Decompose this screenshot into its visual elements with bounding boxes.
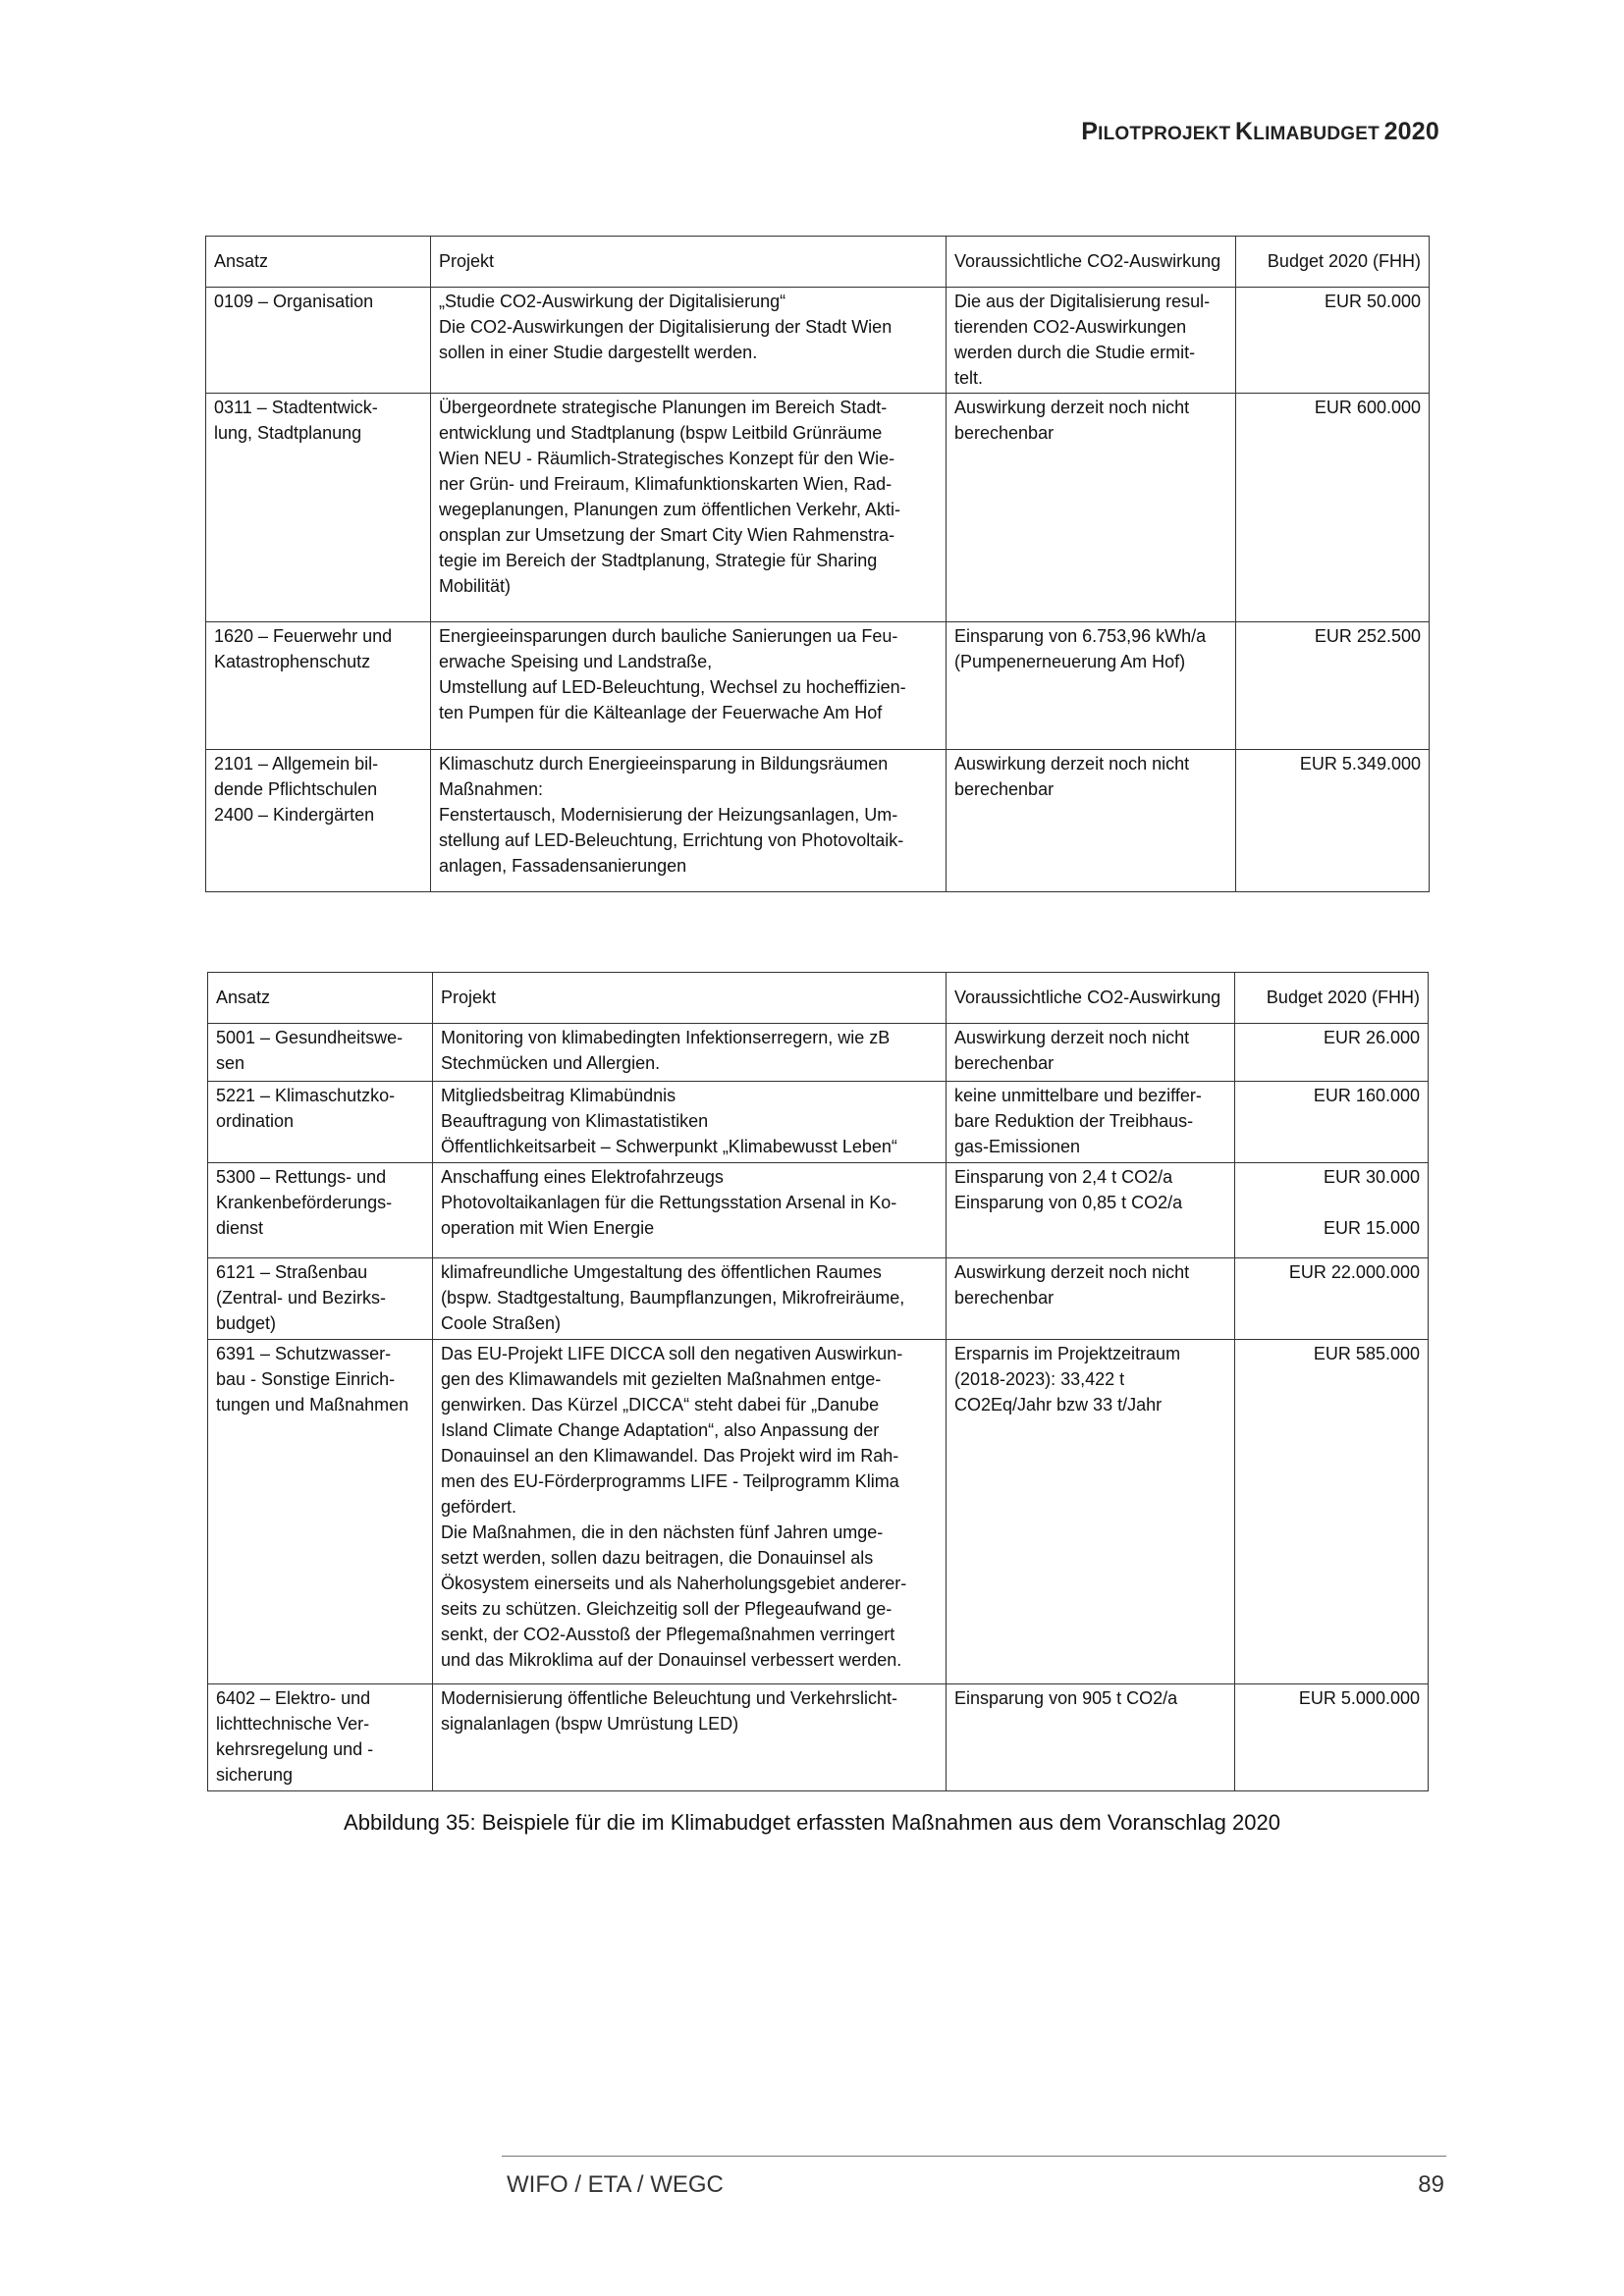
cell-line: 0311 – Stadtentwick-	[214, 398, 378, 417]
co2-impact-cell	[947, 750, 1236, 892]
cell-line: Öffentlichkeitsarbeit – Schwerpunkt „Klimabewusst Leben“	[441, 1137, 897, 1156]
header-ansatz: Ansatz	[206, 237, 431, 288]
cell-line: 6391 – Schutzwasser-	[216, 1344, 392, 1363]
co2-impact-cell	[947, 394, 1236, 622]
projekt-cell	[433, 1082, 947, 1163]
ansatz-cell	[208, 1340, 433, 1684]
header-co2-impact: Voraussichtliche CO2-Auswirkung	[947, 237, 1236, 288]
co2-impact-cell	[947, 1258, 1235, 1340]
measures-table-1	[205, 236, 1430, 892]
budget-cell	[1236, 394, 1430, 622]
ansatz-cell	[208, 1163, 433, 1258]
cell-line: berechenbar	[954, 1288, 1055, 1308]
budget-cell	[1235, 1163, 1429, 1258]
table-header-row	[208, 973, 1429, 1024]
cell-line: Die Maßnahmen, die in den nächsten fünf Jahren umge-	[441, 1522, 884, 1542]
cell-line: EUR 26.000	[1323, 1028, 1420, 1047]
cell-line: EUR 30.000	[1323, 1167, 1420, 1187]
budget-cell	[1236, 622, 1430, 750]
cell-line: (2018-2023): 33,422 t	[954, 1369, 1125, 1389]
cell-line: EUR 22.000.000	[1288, 1262, 1420, 1282]
projekt-cell	[433, 1258, 947, 1340]
cell-line: 0109 – Organisation	[214, 292, 374, 311]
cell-line: 6121 – Straßenbau	[216, 1262, 368, 1282]
header-ansatz: Ansatz	[208, 973, 433, 1024]
ansatz-cell	[206, 394, 431, 622]
budget-cell	[1236, 288, 1430, 394]
cell-line: Die CO2-Auswirkungen der Digitalisierung der Stadt Wien	[439, 317, 893, 337]
cell-line: dienst	[216, 1218, 264, 1238]
ansatz-cell	[206, 288, 431, 394]
budget-cell	[1236, 750, 1430, 892]
table-row	[206, 288, 1430, 394]
cell-line: berechenbar	[954, 779, 1055, 799]
cell-line: Die aus der Digitalisierung resul-	[954, 292, 1211, 311]
projekt-cell	[431, 394, 947, 622]
projekt-cell	[433, 1684, 947, 1791]
table-row	[206, 622, 1430, 750]
cell-line: Ökosystem einerseits und als Naherholungsgebiet anderer-	[441, 1574, 907, 1593]
cell-line: sollen in einer Studie dargestellt werden.	[439, 343, 758, 362]
cell-line: stellung auf LED-Beleuchtung, Errichtung von Photovoltaik-	[439, 830, 904, 850]
cell-line: Fenstertausch, Modernisierung der Heizungsanlagen, Um-	[439, 805, 898, 825]
running-header	[1081, 118, 1439, 146]
budget-cell	[1235, 1258, 1429, 1340]
cell-line: sen	[216, 1053, 245, 1073]
projekt-cell	[433, 1340, 947, 1684]
cell-line: genwirken. Das Kürzel „DICCA“ steht dabei für „Danube	[441, 1395, 880, 1415]
cell-line: ner Grün- und Freiraum, Klimafunktionskarten Wien, Rad-	[439, 474, 893, 494]
header-projekt: Projekt	[431, 237, 947, 288]
cell-line: senkt, der CO2-Ausstoß der Pflegemaßnahmen verringert	[441, 1625, 895, 1644]
cell-line: Mobilität)	[439, 576, 512, 596]
cell-line: keine unmittelbare und beziffer-	[954, 1086, 1202, 1105]
footer-institutions: WIFO / ETA / WEGC	[507, 2171, 724, 2198]
cell-line: lung, Stadtplanung	[214, 423, 362, 443]
cell-line: (Pumpenerneuerung Am Hof)	[954, 652, 1186, 671]
ansatz-cell	[208, 1082, 433, 1163]
co2-impact-cell	[947, 1024, 1235, 1082]
cell-line: gas-Emissionen	[954, 1137, 1081, 1156]
cell-line: EUR 5.349.000	[1299, 754, 1421, 774]
table-body	[208, 1024, 1429, 1791]
footer-divider	[502, 2156, 1446, 2157]
projekt-cell	[433, 1024, 947, 1082]
cell-line: Auswirkung derzeit noch nicht	[954, 1028, 1190, 1047]
cell-line: EUR 15.000	[1323, 1218, 1420, 1238]
cell-line: anlagen, Fassadensanierungen	[439, 856, 687, 876]
cell-line: tungen und Maßnahmen	[216, 1395, 409, 1415]
cell-line: 5221 – Klimaschutzko-	[216, 1086, 396, 1105]
cell-line: Wien NEU - Räumlich-Strategisches Konzept für den Wie-	[439, 449, 895, 468]
table-row	[206, 394, 1430, 622]
cell-line: dende Pflichtschulen	[214, 779, 378, 799]
cell-line: klimafreundliche Umgestaltung des öffentlichen Raumes	[441, 1262, 882, 1282]
cell-line: kehrsregelung und -	[216, 1739, 374, 1759]
table-row	[208, 1024, 1429, 1082]
cell-line: Auswirkung derzeit noch nicht	[954, 1262, 1190, 1282]
budget-cell	[1235, 1024, 1429, 1082]
table-row	[206, 750, 1430, 892]
cell-line: 6402 – Elektro- und	[216, 1688, 371, 1708]
ansatz-cell	[208, 1684, 433, 1791]
cell-line: ordination	[216, 1111, 295, 1131]
cell-line: sicherung	[216, 1765, 294, 1785]
cell-line: gefördert.	[441, 1497, 517, 1517]
header-projekt: Projekt	[433, 973, 947, 1024]
header-letter-p: P	[1081, 118, 1099, 145]
cell-line: lichttechnische Ver-	[216, 1714, 370, 1734]
cell-line: seits zu schützen. Gleichzeitig soll der Pflegeaufwand ge-	[441, 1599, 893, 1619]
cell-line: Mitgliedsbeitrag Klimabündnis	[441, 1086, 677, 1105]
cell-line: EUR 160.000	[1313, 1086, 1420, 1105]
table-row	[208, 1082, 1429, 1163]
co2-impact-cell	[947, 1163, 1235, 1258]
cell-line: men des EU-Förderprogramms LIFE - Teilprogramm Klima	[441, 1471, 899, 1491]
cell-line: Donauinsel an den Klimawandel. Das Projekt wird im Rah-	[441, 1446, 899, 1466]
ansatz-cell	[206, 622, 431, 750]
table-row	[208, 1163, 1429, 1258]
budget-cell	[1235, 1340, 1429, 1684]
budget-cell	[1235, 1684, 1429, 1791]
header-co2-impact: Voraussichtliche CO2-Auswirkung	[947, 973, 1235, 1024]
projekt-cell	[431, 750, 947, 892]
table-row	[208, 1340, 1429, 1684]
cell-line: Klimaschutz durch Energieeinsparung in Bildungsräumen	[439, 754, 889, 774]
cell-line: 2400 – Kindergärten	[214, 805, 375, 825]
cell-line: Das EU-Projekt LIFE DICCA soll den negativen Auswirkun-	[441, 1344, 903, 1363]
cell-line: Einsparung von 905 t CO2/a	[954, 1688, 1178, 1708]
header-budget: Budget 2020 (FHH)	[1235, 973, 1429, 1024]
cell-line: „Studie CO2-Auswirkung der Digitalisierung“	[439, 292, 786, 311]
cell-line: Stechmücken und Allergien.	[441, 1053, 661, 1073]
cell-line: und das Mikroklima auf der Donauinsel verbessert werden.	[441, 1650, 902, 1670]
cell-line: Coole Straßen)	[441, 1313, 562, 1333]
cell-line: werden durch die Studie ermit-	[954, 343, 1196, 362]
cell-line: 2101 – Allgemein bil-	[214, 754, 379, 774]
header-budget: Budget 2020 (FHH)	[1236, 237, 1430, 288]
cell-line: Krankenbeförderungs-	[216, 1193, 393, 1212]
header-letter-k: K	[1235, 118, 1254, 145]
cell-line: Monitoring von klimabedingten Infektionserregern, wie zB	[441, 1028, 891, 1047]
cell-line: Modernisierung öffentliche Beleuchtung und Verkehrslicht-	[441, 1688, 897, 1708]
figure-caption: Abbildung 35: Beispiele für die im Klimabudget erfassten Maßnahmen aus dem Voranschlag 2020	[344, 1810, 1280, 1835]
page-number: 89	[1418, 2171, 1444, 2198]
cell-line: EUR 5.000.000	[1298, 1688, 1420, 1708]
cell-line: Katastrophenschutz	[214, 652, 371, 671]
cell-line: (bspw. Stadtgestaltung, Baumpflanzungen, Mikrofreiräume,	[441, 1288, 905, 1308]
cell-line: 5300 – Rettungs- und	[216, 1167, 387, 1187]
cell-line: Ersparnis im Projektzeitraum	[954, 1344, 1181, 1363]
cell-line: Island Climate Change Adaptation“, also Anpassung der	[441, 1420, 880, 1440]
projekt-cell	[431, 288, 947, 394]
cell-line: Beauftragung von Klimastatistiken	[441, 1111, 709, 1131]
cell-line: gen des Klimawandels mit gezielten Maßnahmen entge-	[441, 1369, 882, 1389]
cell-line: Einsparung von 0,85 t CO2/a	[954, 1193, 1183, 1212]
cell-line: Übergeordnete strategische Planungen im Bereich Stadt-	[439, 398, 888, 417]
table-body	[206, 288, 1430, 892]
cell-line: erwache Speising und Landstraße,	[439, 652, 713, 671]
cell-line: setzt werden, sollen dazu beitragen, die Donauinsel als	[441, 1548, 874, 1568]
co2-impact-cell	[947, 288, 1236, 394]
cell-line: Anschaffung eines Elektrofahrzeugs	[441, 1167, 724, 1187]
cell-line: bau - Sonstige Einrich-	[216, 1369, 396, 1389]
cell-line: 5001 – Gesundheitswe-	[216, 1028, 404, 1047]
cell-line: tierenden CO2-Auswirkungen	[954, 317, 1187, 337]
header-year: 2020	[1383, 118, 1439, 145]
projekt-cell	[431, 622, 947, 750]
cell-line: Maßnahmen:	[439, 779, 544, 799]
cell-line: wegeplanungen, Planungen zum öffentlichen Verkehr, Akti-	[439, 500, 900, 519]
cell-line: EUR 600.000	[1314, 398, 1421, 417]
header-word-pilotprojekt: ILOTPROJEKT	[1098, 124, 1231, 144]
cell-line: tegie im Bereich der Stadtplanung, Strategie für Sharing	[439, 551, 878, 570]
cell-line: onsplan zur Umsetzung der Smart City Wien Rahmenstra-	[439, 525, 895, 545]
cell-line: budget)	[216, 1313, 277, 1333]
cell-line: Einsparung von 2,4 t CO2/a	[954, 1167, 1173, 1187]
cell-line	[1243, 1190, 1420, 1215]
cell-line: Auswirkung derzeit noch nicht	[954, 754, 1190, 774]
cell-line: berechenbar	[954, 423, 1055, 443]
cell-line: ten Pumpen für die Kälteanlage der Feuerwache Am Hof	[439, 703, 883, 722]
cell-line: berechenbar	[954, 1053, 1055, 1073]
cell-line: Umstellung auf LED-Beleuchtung, Wechsel zu hocheffizien-	[439, 677, 906, 697]
cell-line: signalanlagen (bspw Umrüstung LED)	[441, 1714, 739, 1734]
co2-impact-cell	[947, 1684, 1235, 1791]
cell-line: EUR 252.500	[1314, 626, 1421, 646]
cell-line: Einsparung von 6.753,96 kWh/a	[954, 626, 1207, 646]
cell-line: entwicklung und Stadtplanung (bspw Leitbild Grünräume	[439, 423, 883, 443]
table-header-row	[206, 237, 1430, 288]
table-row	[208, 1684, 1429, 1791]
budget-cell	[1235, 1082, 1429, 1163]
cell-line: bare Reduktion der Treibhaus-	[954, 1111, 1194, 1131]
cell-line: Energieeinsparungen durch bauliche Sanierungen ua Feu-	[439, 626, 898, 646]
cell-line: EUR 585.000	[1313, 1344, 1420, 1363]
ansatz-cell	[206, 750, 431, 892]
co2-impact-cell	[947, 1082, 1235, 1163]
measures-table-2	[207, 972, 1429, 1791]
cell-line: CO2Eq/Jahr bzw 33 t/Jahr	[954, 1395, 1163, 1415]
table-row	[208, 1258, 1429, 1340]
ansatz-cell	[208, 1258, 433, 1340]
cell-line: operation mit Wien Energie	[441, 1218, 655, 1238]
cell-line: Auswirkung derzeit noch nicht	[954, 398, 1190, 417]
cell-line: (Zentral- und Bezirks-	[216, 1288, 387, 1308]
cell-line: Photovoltaikanlagen für die Rettungsstation Arsenal in Ko-	[441, 1193, 897, 1212]
projekt-cell	[433, 1163, 947, 1258]
cell-line: EUR 50.000	[1324, 292, 1421, 311]
cell-line: telt.	[954, 368, 984, 388]
co2-impact-cell	[947, 1340, 1235, 1684]
ansatz-cell	[208, 1024, 433, 1082]
co2-impact-cell	[947, 622, 1236, 750]
header-word-klimabudget: LIMABUDGET	[1253, 124, 1380, 144]
cell-line: 1620 – Feuerwehr und	[214, 626, 393, 646]
